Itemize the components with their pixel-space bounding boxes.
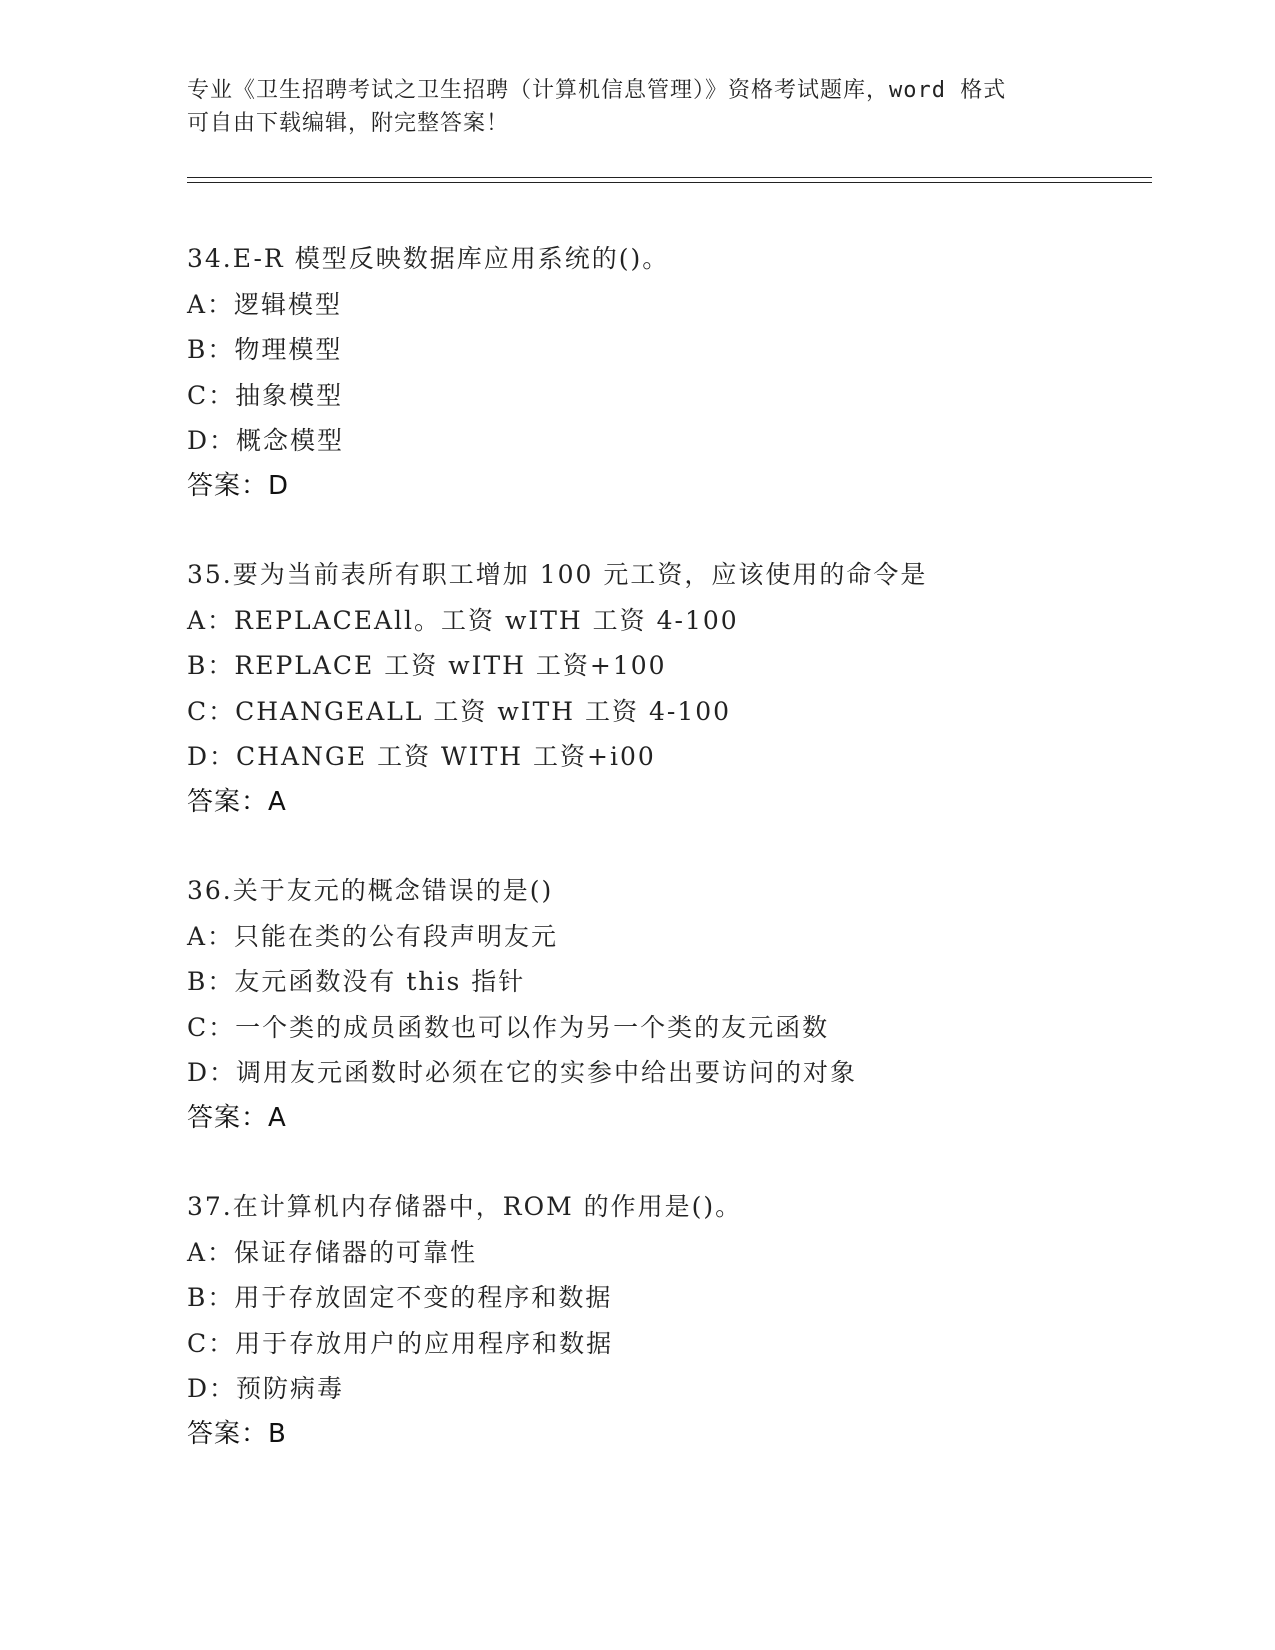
question-list [187,236,1167,1500]
question-36 [187,868,1167,1141]
answer-label: 答案： [187,786,269,817]
question-37 [187,1184,1167,1457]
option-a: A：逻辑模型 [187,289,343,319]
question-stem: 34.E-R 模型反映数据库应用系统的()。 [187,244,670,273]
option-d: D：CHANGE 工资 WITH 工资+i00 [187,742,656,771]
option-b: B：友元函数没有 this 指针 [187,967,526,996]
option-a: A：保证存储器的可靠性 [187,1237,478,1267]
answer-value: B [268,1418,287,1449]
answer-line [187,780,1167,826]
option-a: A：只能在类的公有段声明友元 [187,921,559,951]
header-line-2: 可自由下载编辑，附完整答案！ [187,111,510,136]
answer-label: 答案： [187,470,269,501]
question-stem: 37.在计算机内存储器中，ROM 的作用是()。 [187,1192,743,1221]
document-header [187,74,1087,140]
option-d: D：预防病毒 [187,1374,345,1403]
option-c: C：抽象模型 [187,380,344,410]
answer-value: D [268,470,290,501]
answer-line [187,464,1167,510]
option-d: D：概念模型 [187,426,345,455]
header-divider-bottom [187,182,1152,183]
question-stem: 36.关于友元的概念错误的是() [187,876,554,905]
option-c: C：CHANGEALL 工资 wITH 工资 4-100 [187,696,732,726]
answer-value: A [268,786,287,817]
option-b: B：用于存放固定不变的程序和数据 [187,1283,613,1312]
question-35 [187,552,1167,825]
answer-line [187,1096,1167,1142]
option-a: A：REPLACEAll。工资 wITH 工资 4-100 [187,605,739,635]
question-stem: 35.要为当前表所有职工增加 100 元工资，应该使用的命令是 [187,560,928,589]
option-c: C：用于存放用户的应用程序和数据 [187,1328,614,1358]
question-34 [187,236,1167,509]
answer-value: A [268,1102,287,1133]
header-divider-top [187,177,1152,178]
answer-line [187,1412,1167,1458]
answer-label: 答案： [187,1102,269,1133]
option-b: B：物理模型 [187,335,343,364]
header-line-1: 专业《卫生招聘考试之卫生招聘（计算机信息管理）》资格考试题库，word 格式 [187,78,1007,103]
answer-label: 答案： [187,1418,269,1449]
option-c: C：一个类的成员函数也可以作为另一个类的友元函数 [187,1012,830,1042]
option-d: D：调用友元函数时必须在它的实参中给出要访问的对象 [187,1058,858,1087]
option-b: B：REPLACE 工资 wITH 工资+100 [187,651,667,680]
